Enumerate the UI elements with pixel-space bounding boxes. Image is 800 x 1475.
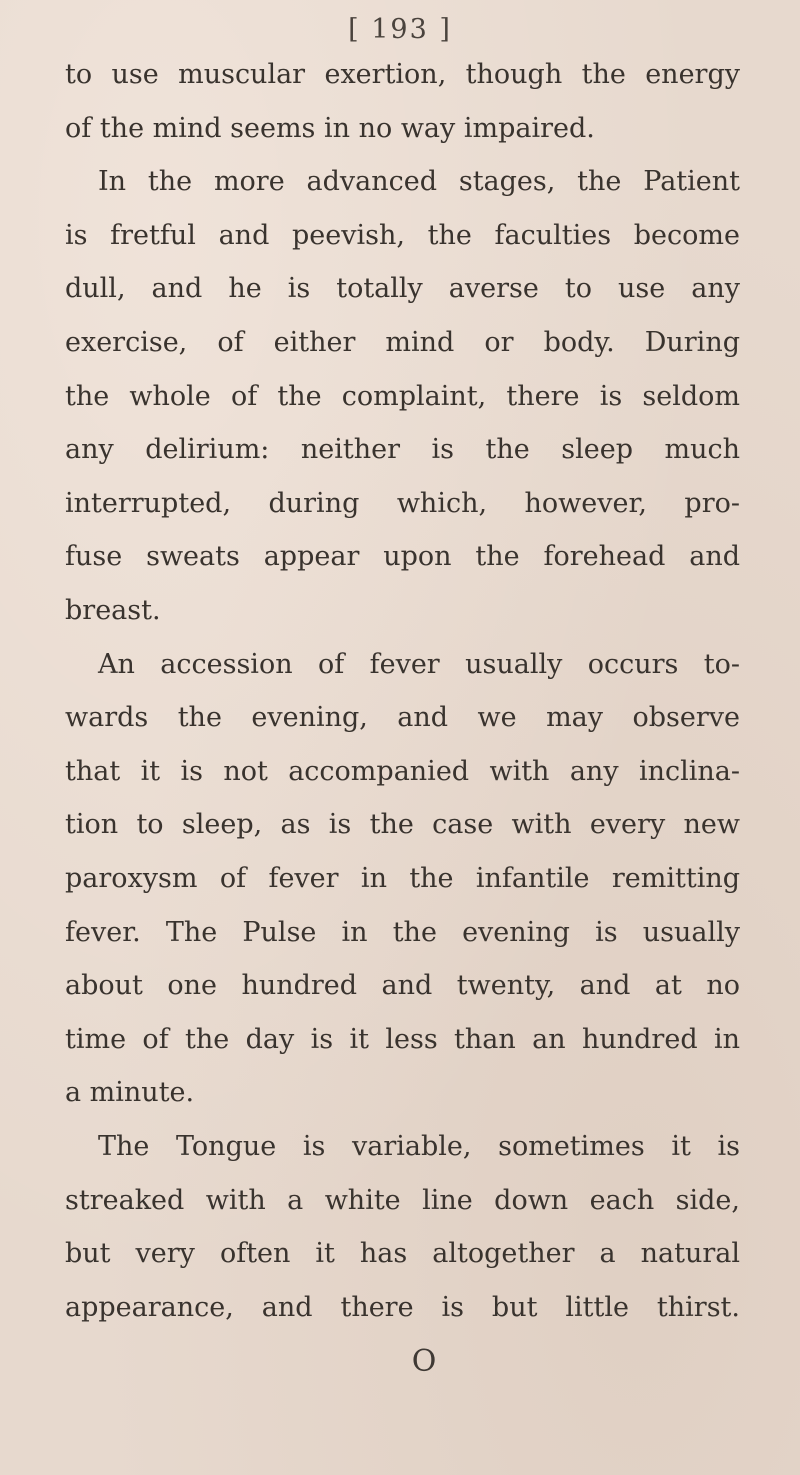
- text-line: fever. The Pulse in the evening is usually: [65, 917, 740, 948]
- text-line: appearance, and there is but little thirst.: [65, 1292, 740, 1323]
- text-line: wards the evening, and we may observe: [65, 702, 740, 733]
- text-line: of the mind seems in no way impaired.: [65, 113, 595, 144]
- text-line: about one hundred and twenty, and at no: [65, 970, 740, 1001]
- text-line: dull, and he is totally averse to use any: [65, 273, 740, 304]
- text-line: paroxysm of fever in the infantile remitting: [65, 863, 740, 894]
- text-line: breast.: [65, 595, 161, 626]
- text-line: a minute.: [65, 1077, 195, 1108]
- text-line: that it is not accompanied with any inclina-: [65, 756, 740, 787]
- text-line: interrupted, during which, however, pro-: [65, 488, 740, 519]
- text-line: An accession of fever usually occurs to-: [98, 649, 740, 680]
- text-line: streaked with a white line down each side,: [65, 1185, 740, 1216]
- text-line: In the more advanced stages, the Patient: [98, 166, 740, 197]
- text-line: exercise, of either mind or body. During: [65, 327, 740, 358]
- text-line: any delirium: neither is the sleep much: [65, 434, 740, 465]
- text-line: but very often it has altogether a natural: [65, 1238, 740, 1269]
- text-line: The Tongue is variable, sometimes it is: [98, 1131, 740, 1162]
- page-number: [ 193 ]: [348, 14, 452, 45]
- text-line: fuse sweats appear upon the forehead and: [65, 541, 740, 572]
- text-line: tion to sleep, as is the case with every new: [65, 809, 740, 840]
- text-line: time of the day is it less than an hundred in: [65, 1024, 740, 1055]
- text-line: is fretful and peevish, the faculties become: [65, 220, 740, 251]
- text-line: the whole of the complaint, there is seldom: [65, 381, 740, 412]
- text-line: to use muscular exertion, though the energy: [65, 59, 740, 90]
- signature-mark: O: [411, 1344, 437, 1379]
